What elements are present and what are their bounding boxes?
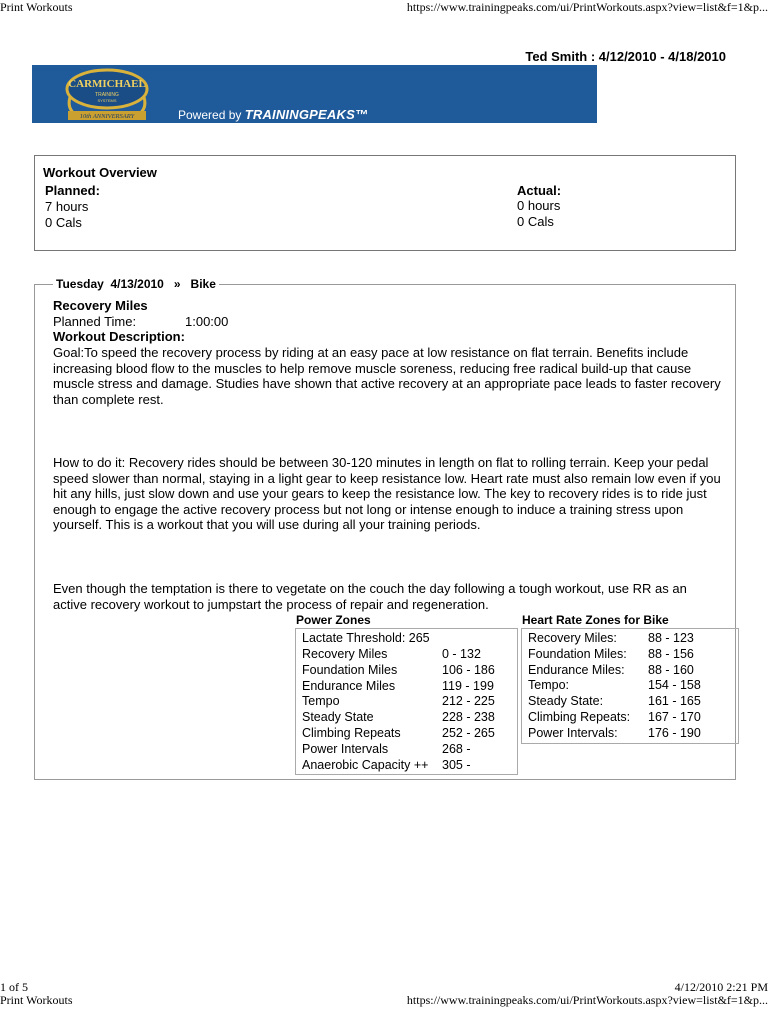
zone-range: 228 - 238 (442, 710, 495, 725)
lactate-threshold: Lactate Threshold: 265 (302, 631, 430, 645)
planned-time-value: 1:00:00 (185, 314, 229, 329)
zone-range: 161 - 165 (648, 694, 701, 709)
zone-name: Endurance Miles: (528, 662, 625, 677)
zone-range: 106 - 186 (442, 662, 495, 677)
workout-overview-box (34, 155, 736, 251)
zone-name: Anaerobic Capacity ++ (302, 757, 429, 772)
zone-name: Foundation Miles (302, 662, 398, 677)
print-header-title: Print Workouts (0, 0, 73, 14)
zone-range: 212 - 225 (442, 694, 495, 709)
zone-range: 88 - 123 (648, 631, 694, 645)
overview-title: Workout Overview (43, 165, 157, 180)
zone-name: Tempo (302, 694, 340, 709)
power-zones-title: Power Zones (296, 613, 371, 627)
carmichael-logo (62, 67, 152, 121)
logo-text-sys: SYSTEMS (97, 98, 117, 103)
actual-hours: 0 hours (517, 198, 561, 213)
planned-cals: 0 Cals (45, 215, 82, 230)
zone-name: Steady State (302, 710, 374, 725)
powered-by (178, 107, 368, 122)
zone-name: Climbing Repeats (302, 726, 401, 740)
description-how: How to do it: Recovery rides should be between 30-120 minutes in length on flat to rolling terrain. Keep your pedal speed slower than normal, staying in a light gear to keep resistance low. Heart rate must also remain low even if you hit any hills, just slow down and use your gears to keep the resistance low. The key to recovery rides is to ride just enough to engage the active recovery process but not long or intense enough to induce a training stress upon yourself. This is a workout that you will use during all your training periods. (53, 455, 721, 533)
power-zones-table (295, 628, 518, 775)
zone-name: Recovery Miles: (528, 631, 617, 645)
zone-name: Climbing Repeats: (528, 710, 631, 724)
logo-anniversary: 10th ANNIVERSARY (79, 113, 135, 120)
print-footer-title: Print Workouts (0, 993, 73, 1007)
hr-zones-table (521, 628, 739, 744)
powered-by-label: Powered by (178, 108, 242, 122)
workout-legend: Tuesday 4/13/2010 » Bike (53, 277, 219, 291)
zone-range: 252 - 265 (442, 726, 495, 740)
zone-range: 167 - 170 (648, 710, 701, 724)
description-note: Even though the temptation is there to vegetate on the couch the day following a tough workout, use RR as an active recovery workout to jumpstart the process of repair and regeneration. (53, 581, 687, 612)
zone-range: 268 - (442, 741, 471, 756)
zone-name: Tempo: (528, 678, 569, 693)
athlete-date-range: Ted Smith : 4/12/2010 - 4/18/2010 (525, 49, 726, 64)
print-header-url: https://www.trainingpeaks.com/ui/PrintWorkouts.aspx?view=list&f=1&p... (406, 0, 768, 14)
zone-range: 88 - 156 (648, 646, 694, 661)
zone-name: Power Intervals: (528, 725, 618, 740)
logo-text-top: CARMICHAEL (68, 78, 146, 90)
planned-time (53, 314, 229, 329)
planned-label: Planned: (45, 183, 100, 198)
workout-detail-box (34, 277, 736, 780)
zone-name: Recovery Miles (302, 647, 388, 661)
hr-zones-title: Heart Rate Zones for Bike (522, 613, 669, 627)
zone-range: 305 - (442, 757, 471, 772)
zone-range: 0 - 132 (442, 647, 481, 661)
zone-name: Foundation Miles: (528, 646, 627, 661)
zone-name: Endurance Miles (302, 678, 396, 693)
page-number: 1 of 5 (0, 980, 28, 994)
planned-time-label: Planned Time: (53, 314, 137, 329)
actual-cals: 0 Cals (517, 214, 554, 229)
actual-label: Actual: (517, 183, 562, 198)
zone-range: 154 - 158 (648, 678, 701, 693)
planned-hours: 7 hours (45, 199, 89, 214)
print-datetime: 4/12/2010 2:21 PM (674, 980, 768, 994)
zone-name: Power Intervals (302, 741, 389, 756)
zone-name: Steady State: (528, 694, 604, 709)
print-header (0, 0, 768, 16)
zone-range: 176 - 190 (648, 725, 701, 740)
print-footer-url: https://www.trainingpeaks.com/ui/PrintWorkouts.aspx?view=list&f=1&p... (406, 993, 768, 1007)
brand-banner (32, 65, 597, 123)
zone-range: 119 - 199 (442, 678, 494, 693)
workout-title: Recovery Miles (53, 298, 148, 313)
description-goal: Goal:To speed the recovery process by riding at an easy pace at low resistance on flat terrain. Benefits include increasing blood flow to the muscles to help remove muscle soreness, reducing free radical build-up that cause muscle stress and damage. Studies have shown that active recovery at an appropriate pace leads to faster recovery than complete rest. (53, 345, 721, 407)
logo-text-mid: TRAINING (95, 92, 119, 98)
trainingpeaks-brand: TRAININGPEAKS™ (244, 107, 369, 122)
description-label: Workout Description: (53, 329, 185, 344)
zone-range: 88 - 160 (648, 662, 694, 677)
